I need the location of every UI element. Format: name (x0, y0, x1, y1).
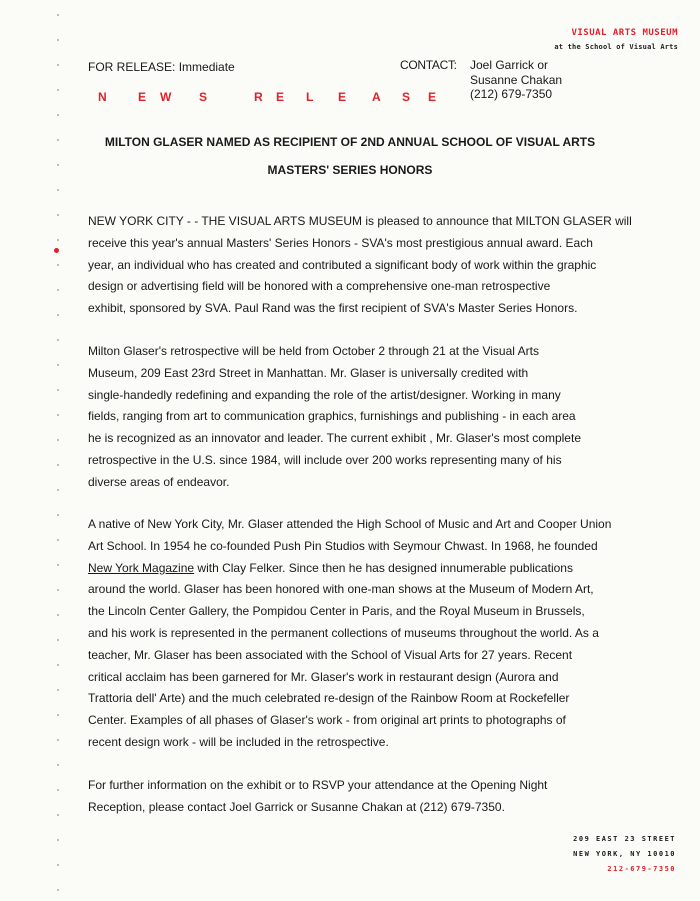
text-line: the Lincoln Center Gallery, the Pompidou Center in Paris, and the Royal Museum in Brussels, (88, 604, 585, 619)
text-line: A native of New York City, Mr. Glaser attended the High School of Music and Art and Cooper Union (88, 517, 612, 531)
banner-letter: W (160, 90, 172, 104)
perforation-dot (57, 564, 59, 566)
text-line: teacher, Mr. Glaser has been associated with the School of Visual Arts for 27 years. Recent (88, 647, 573, 662)
headline-line-1: MILTON GLASER NAMED AS RECIPIENT OF 2ND ANNUAL SCHOOL OF VISUAL ARTS (104, 135, 596, 149)
banner-letter: L (306, 90, 314, 104)
contact-block (470, 58, 562, 102)
perforation-dot (57, 364, 59, 366)
perforation-dot (57, 689, 59, 691)
perforation-dot (57, 289, 59, 291)
text-line: around the world. Glaser has been honored with one-man shows at the Museum of Modern Art, (88, 582, 594, 597)
banner-letter: E (138, 90, 147, 104)
text-line: recent design work - will be included in the retrospective. (88, 734, 389, 749)
paragraph-announcement (88, 211, 648, 320)
text-line: fields, ranging from art to communication graphics, furnishings and publishing - in each area (88, 409, 576, 424)
paragraph-rsvp (88, 775, 648, 819)
perforation-dot (57, 389, 59, 391)
perforation-dot (57, 614, 59, 616)
text-line: For further information on the exhibit or to RSVP your attendance at the Opening Night (88, 778, 548, 792)
masthead-title: VISUAL ARTS MUSEUM (571, 28, 678, 38)
perforation-dot (57, 889, 59, 891)
contact-phone: (212) 679-7350 (470, 87, 553, 101)
magazine-title: New York Magazine (88, 560, 195, 575)
perforation-dot (57, 764, 59, 766)
perforation-dot (57, 439, 59, 441)
text-line: design or advertising field will be honored with a comprehensive one-man retrospective (88, 279, 551, 294)
text-line: and his work is represented in the permanent collections of museums throughout the world. As a (88, 625, 599, 640)
text-line: Reception, please contact Joel Garrick or Susanne Chakan at (212) 679-7350. (88, 799, 505, 814)
perforation-dot (57, 639, 59, 641)
banner-letter: E (428, 90, 437, 104)
text-line: year, an individual who has created and contributed a significant body of work within the graphic (88, 257, 597, 272)
text-line (88, 558, 648, 580)
text-line: critical acclaim has been garnered for Mr. Glaser's work in restaurant design (Aurora and (88, 669, 559, 684)
perforation-dot (57, 239, 59, 241)
headline-line-2: MASTERS' SERIES HONORS (267, 163, 433, 177)
masthead-subtitle: at the School of Visual Arts (554, 43, 678, 51)
perforation-dot (57, 314, 59, 316)
text-line: receive this year's annual Masters' Series Honors - SVA's most prestigious annual award. Each (88, 235, 593, 250)
contact-line: Susanne Chakan (470, 72, 563, 87)
perforation-dot (57, 664, 59, 666)
banner-letter: S (402, 90, 411, 104)
banner-letter: R (254, 90, 263, 104)
banner-letter: S (199, 90, 208, 104)
perforation-dot (57, 514, 59, 516)
perforation-dot (57, 539, 59, 541)
paragraph-biography (88, 514, 648, 754)
text-line: Museum, 209 East 23rd Street in Manhattan. Mr. Glaser is universally credited with (88, 365, 529, 380)
footer-city: NEW YORK, NY 10010 (573, 850, 676, 858)
footer-phone: 212-679-7350 (607, 865, 676, 873)
banner-letter: N (98, 90, 107, 104)
footer-street: 209 EAST 23 STREET (573, 835, 676, 843)
perforation-dot (57, 64, 59, 66)
perforation-dot (57, 89, 59, 91)
banner-letter: E (276, 90, 285, 104)
perforation-dot (57, 739, 59, 741)
perforation-dot (57, 14, 59, 16)
perforation-dot (57, 864, 59, 866)
perforation-dot (57, 264, 59, 266)
masthead (554, 28, 678, 51)
text-line: Milton Glaser's retrospective will be held from October 2 through 21 at the Visual Arts (88, 344, 539, 358)
news-release-banner (98, 90, 438, 106)
perforation-dot (57, 464, 59, 466)
perforation-dot (57, 814, 59, 816)
perforation-dot (57, 189, 59, 191)
perforation-dot (57, 714, 59, 716)
perforation-dot (57, 339, 59, 341)
perforation-dot (57, 39, 59, 41)
perforation-dot (57, 839, 59, 841)
perforation-dot (57, 114, 59, 116)
text-line: Center. Examples of all phases of Glaser's work - from original art prints to photographs of (88, 713, 566, 728)
text-line: NEW YORK CITY - - THE VISUAL ARTS MUSEUM is pleased to announce that MILTON GLASER will (88, 214, 632, 228)
text-line: Art School. In 1954 he co-founded Push Pin Studios with Seymour Chwast. In 1968, he founded (88, 538, 598, 553)
perforation-dot (57, 589, 59, 591)
text-line: diverse areas of endeavor. (88, 474, 230, 489)
perforation-dot (57, 789, 59, 791)
text-span: with Clay Felker. Since then he has designed innumerable publications (194, 560, 573, 575)
perforation-dot (57, 489, 59, 491)
perforation-dot (57, 414, 59, 416)
text-line: retrospective in the U.S. since 1984, will include over 200 works representing many of his (88, 452, 562, 467)
paragraph-retrospective (88, 341, 648, 494)
contact-line: Joel Garrick or (470, 58, 549, 72)
text-line: single-handedly redefining and expanding the role of the artist/designer. Working in many (88, 387, 561, 402)
margin-mark (54, 248, 59, 253)
contact-label: CONTACT: (400, 58, 457, 72)
banner-letter: A (372, 90, 381, 104)
address-footer (573, 832, 676, 877)
text-line: he is recognized as an innovator and leader. The current exhibit , Mr. Glaser's most complete (88, 431, 581, 446)
text-line: Trattoria dell' Arte) and the much celebrated re-design of the Rainbow Room at Rockefeller (88, 691, 570, 706)
release-line: FOR RELEASE: Immediate (88, 60, 235, 74)
text-line: exhibit, sponsored by SVA. Paul Rand was the first recipient of SVA's Master Series Honors. (88, 301, 578, 316)
banner-letter: E (338, 90, 347, 104)
perforation-dot (57, 214, 59, 216)
